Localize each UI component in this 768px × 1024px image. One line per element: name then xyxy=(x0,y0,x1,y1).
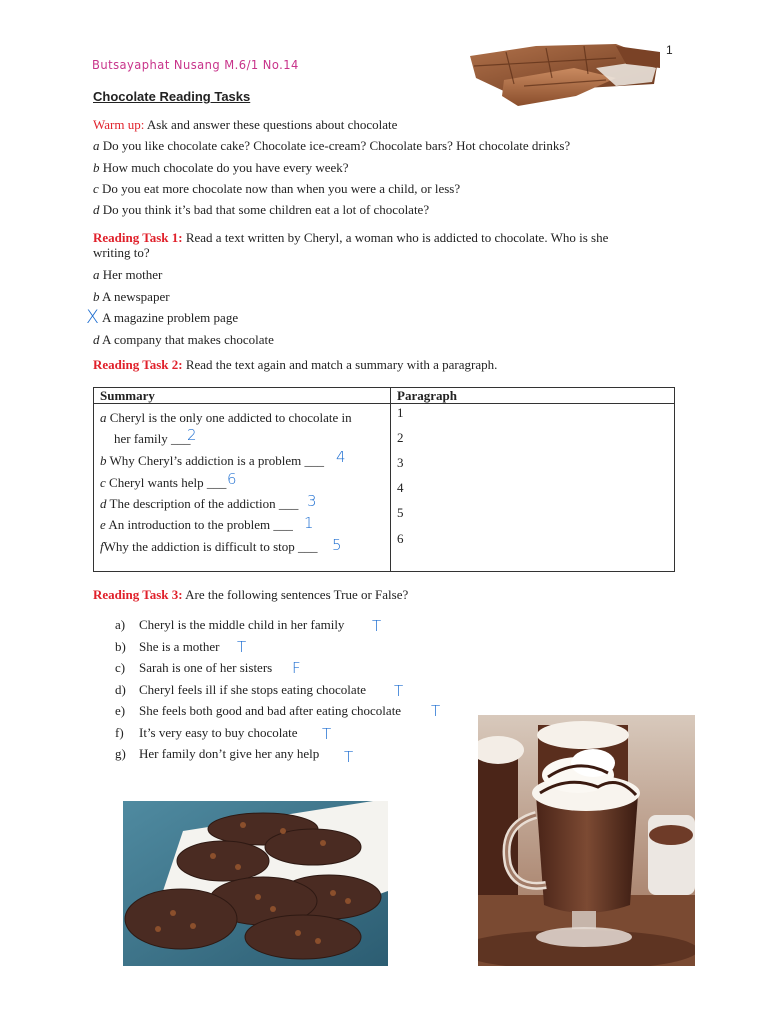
chocolate-cookies-image xyxy=(123,801,388,966)
option-letter: a xyxy=(93,267,100,282)
handwritten-answer: T xyxy=(322,725,332,743)
item-text: It’s very easy to buy chocolate xyxy=(139,725,298,740)
question-letter: c xyxy=(93,181,99,196)
task2-intro: Read the text again and match a summary with a paragraph. xyxy=(185,357,498,372)
task2-label: Reading Task 2: xyxy=(93,357,183,372)
item-text: Why the addiction is difficult to stop xyxy=(103,539,298,554)
answer-blank: ___ xyxy=(206,475,227,490)
question-text: Do you eat more chocolate now than when you were a child, or less? xyxy=(102,181,461,196)
item-text: The description of the addiction xyxy=(109,496,279,511)
tf-item xyxy=(115,746,319,762)
task1-option xyxy=(93,332,274,348)
tf-item xyxy=(115,725,297,741)
item-text: Sarah is one of her sisters xyxy=(139,660,273,675)
answer-cross-mark: X xyxy=(86,306,100,328)
tf-item xyxy=(115,617,344,633)
tf-item xyxy=(115,639,220,655)
paragraph-number: 2 xyxy=(397,430,404,445)
task3-heading xyxy=(93,587,408,603)
summary-item xyxy=(100,496,298,512)
paragraph-header: Paragraph xyxy=(391,388,675,404)
handwritten-answer: 2 xyxy=(187,426,197,444)
handwritten-answer: 3 xyxy=(307,492,317,510)
paragraph-number: 1 xyxy=(397,405,404,420)
item-letter: e xyxy=(100,517,106,532)
summary-item xyxy=(100,517,293,533)
summary-item xyxy=(100,453,324,469)
handwritten-answer: 1 xyxy=(304,514,314,532)
tf-item xyxy=(115,660,272,676)
paragraph-number: 6 xyxy=(397,531,404,546)
paragraph-number: 4 xyxy=(397,480,404,495)
item-letter: e) xyxy=(115,703,126,718)
item-letter: c xyxy=(100,475,106,490)
student-name: Butsayaphat Nusang M.6/1 No.14 xyxy=(92,57,299,72)
answer-blank: ___ xyxy=(171,431,191,446)
option-letter: b xyxy=(93,289,100,304)
warm-up-intro: Ask and answer these questions about chocolate xyxy=(146,117,398,132)
summary-item-cont xyxy=(114,431,191,447)
item-text: Her family don’t give her any help xyxy=(139,746,320,761)
tf-item xyxy=(115,703,401,719)
summary-cell xyxy=(94,404,391,572)
handwritten-answer: T xyxy=(344,748,354,766)
item-letter: f) xyxy=(115,725,124,740)
option-text: A magazine problem page xyxy=(102,310,239,325)
hot-chocolate-image xyxy=(478,715,695,966)
item-text: Cheryl feels ill if she stops eating chocolate xyxy=(139,682,367,697)
handwritten-answer: 4 xyxy=(336,448,346,466)
item-text: her family xyxy=(114,431,172,446)
paragraph-number: 5 xyxy=(397,505,404,520)
item-text: Cheryl is the middle child in her family xyxy=(139,617,345,632)
warm-up-question xyxy=(93,202,429,218)
warm-up-label: Warm up: xyxy=(93,117,145,132)
summary-item xyxy=(100,539,318,555)
task1-line2: writing to? xyxy=(93,245,150,260)
chocolate-bar-image xyxy=(466,38,660,108)
warm-up-question xyxy=(93,160,349,176)
doc-title: Chocolate Reading Tasks xyxy=(93,89,251,104)
item-letter: b) xyxy=(115,639,126,654)
question-text: Do you think it’s bad that some children eat a lot of chocolate? xyxy=(102,202,430,217)
summary-item xyxy=(100,410,352,426)
question-letter: d xyxy=(93,202,100,217)
handwritten-answer: T xyxy=(431,702,441,720)
task3-label: Reading Task 3: xyxy=(93,587,183,602)
item-letter: c) xyxy=(115,660,126,675)
paragraph-number: 3 xyxy=(397,455,404,470)
summary-header: Summary xyxy=(94,388,391,404)
handwritten-answer: T xyxy=(372,617,382,635)
item-letter: d xyxy=(100,496,107,511)
item-text: Why Cheryl’s addiction is a problem xyxy=(109,453,305,468)
item-text: An introduction to the problem xyxy=(108,517,274,532)
task1-label: Reading Task 1: xyxy=(93,230,183,245)
item-letter: g) xyxy=(115,746,126,761)
question-letter: a xyxy=(93,138,100,153)
answer-blank: ___ xyxy=(304,453,324,468)
warm-up-question xyxy=(93,181,460,197)
warm-up-question xyxy=(93,138,570,154)
task2-heading xyxy=(93,357,497,373)
option-text: A company that makes chocolate xyxy=(102,332,274,347)
answer-blank: ___ xyxy=(298,539,318,554)
tf-item xyxy=(115,682,366,698)
item-letter: d) xyxy=(115,682,126,697)
question-text: Do you like chocolate cake? Chocolate ice-cream? Chocolate bars? Hot chocolate drinks? xyxy=(102,138,571,153)
handwritten-answer: T xyxy=(237,638,247,656)
answer-blank: ___ xyxy=(278,496,299,511)
item-text: She feels both good and bad after eating chocolate xyxy=(139,703,402,718)
summary-item xyxy=(100,475,226,491)
task1-heading xyxy=(93,230,608,246)
handwritten-answer: F xyxy=(292,659,301,677)
item-letter: a) xyxy=(115,617,126,632)
task1-option xyxy=(93,289,170,305)
handwritten-answer: T xyxy=(394,682,404,700)
item-letter: a xyxy=(100,410,107,425)
paragraph-cell xyxy=(391,404,675,572)
item-text: She is a mother xyxy=(139,639,220,654)
option-letter: d xyxy=(93,332,100,347)
option-text: A newspaper xyxy=(102,289,170,304)
item-letter: b xyxy=(100,453,107,468)
warm-up-heading xyxy=(93,117,397,133)
task1-option xyxy=(102,310,238,326)
answer-blank: ___ xyxy=(273,517,293,532)
item-text: Cheryl is the only one addicted to chocolate in xyxy=(109,410,352,425)
summary-table xyxy=(93,387,675,572)
question-text: How much chocolate do you have every week? xyxy=(102,160,349,175)
task1-line1: Read a text written by Cheryl, a woman who is addicted to chocolate. Who is she xyxy=(185,230,609,245)
question-letter: b xyxy=(93,160,100,175)
handwritten-answer: 5 xyxy=(332,536,342,554)
handwritten-answer: 6 xyxy=(227,470,237,488)
item-letter: f xyxy=(100,539,104,554)
item-text: Cheryl wants help xyxy=(109,475,207,490)
task1-option xyxy=(93,267,162,283)
option-text: Her mother xyxy=(102,267,163,282)
page-number: 1 xyxy=(666,43,673,57)
task3-intro: Are the following sentences True or False? xyxy=(185,587,409,602)
